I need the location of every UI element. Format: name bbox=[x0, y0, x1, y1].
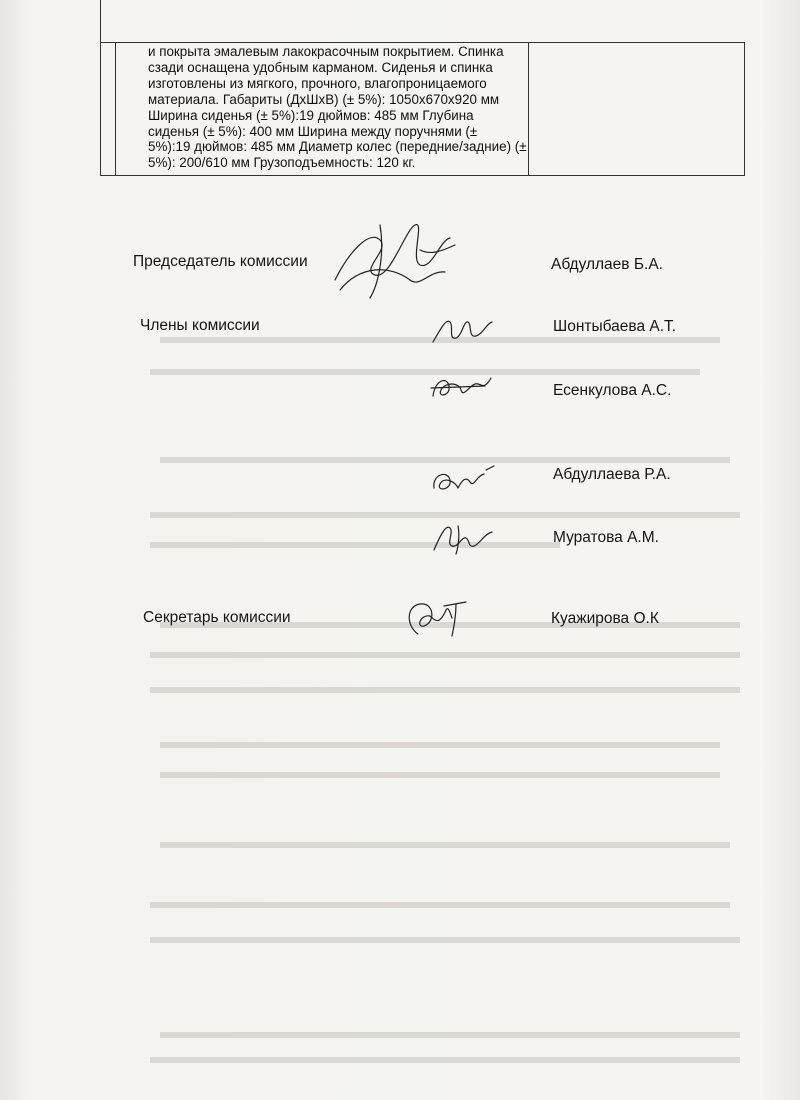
member-name: Шонтыбаева А.Т. bbox=[553, 318, 677, 335]
table-top-rule bbox=[100, 42, 115, 43]
members-label: Члены комиссии bbox=[140, 317, 260, 334]
table-outer-border bbox=[100, 0, 101, 176]
table-bottom-rule bbox=[100, 175, 745, 176]
member-2-signature bbox=[425, 368, 495, 408]
secretary-label: Секретарь комиссии bbox=[143, 609, 291, 626]
spec-description-text: и покрыта эмалевым лакокрасочным покрытием. Спинка сзади оснащена удобным карманом. Сиденья и спинка изготовлены из мягкого, прочного, влагопроницаемого материала. Габариты (ДхШхВ) (± 5%): 1050х670х920 мм Ширина сиденья (± 5%):19 дюймов: 485 мм Глубина сиденья (± 5%): 400 мм Ширина между поручнями (± 5%):19 дюймов: 485 мм Диаметр колес (передние/задние) (± 5%): 200/610 мм Грузоподъемность: 120 кг. bbox=[148, 44, 527, 171]
member-name: Муратова А.М. bbox=[553, 529, 659, 546]
chairman-label: Председатель комиссии bbox=[133, 253, 308, 270]
member-3-signature bbox=[428, 462, 498, 498]
secretary-name: Куажирова О.К bbox=[551, 610, 659, 627]
member-name: Абдуллаева Р.А. bbox=[553, 466, 671, 483]
chairman-signature bbox=[320, 210, 470, 305]
member-4-signature bbox=[428, 518, 498, 558]
member-1-signature bbox=[428, 310, 498, 350]
spec-empty-cell bbox=[528, 42, 745, 176]
member-name: Есенкулова А.С. bbox=[553, 382, 672, 399]
secretary-signature bbox=[400, 596, 470, 641]
chairman-name: Абдуллаев Б.А. bbox=[551, 256, 663, 273]
